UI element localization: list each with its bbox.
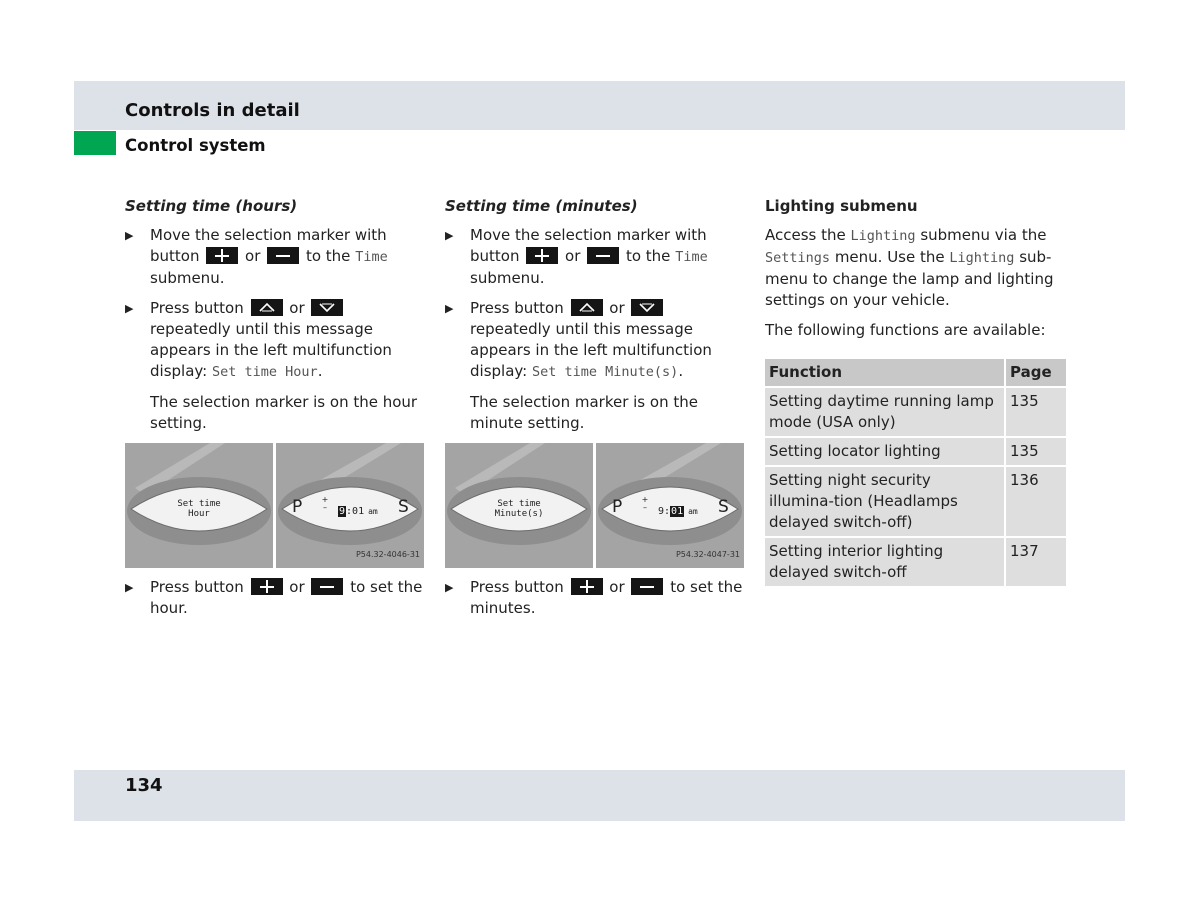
instruction-step: ▶ Press button or repeatedly until this message appears in the left multifunction display: Set time Hour. <box>125 299 392 380</box>
note-text: The selection marker is on the minute setting. <box>470 393 698 432</box>
column-setting-minutes <box>445 196 745 628</box>
column-lighting-submenu <box>765 196 1065 588</box>
column-setting-hours <box>125 196 425 628</box>
column-heading: Setting time (minutes) <box>445 197 638 215</box>
plus-minus-icon: + – <box>321 495 329 512</box>
page-cell: 135 <box>1004 388 1066 436</box>
plus-button-icon <box>251 578 283 595</box>
lcd-message: Set time Minute(s) <box>494 499 544 519</box>
menu-name: Time <box>675 249 708 265</box>
table-header-row <box>765 359 1066 386</box>
menu-name: Time <box>355 249 388 265</box>
display-photo-message <box>125 443 273 568</box>
instruction-step: ▶ Move the selection marker with button or to the Time submenu. <box>445 226 708 287</box>
display-message: Set time Hour <box>212 364 318 380</box>
page-cell: 137 <box>1004 538 1066 586</box>
minus-button-icon <box>587 247 619 264</box>
figure-code: P54.32-4047-31 <box>675 550 740 559</box>
subsection-title: Control system <box>125 136 266 155</box>
menu-name: Lighting <box>949 250 1015 266</box>
instruction-step: ▶ Move the selection marker with button or to the Time submenu. <box>125 226 388 287</box>
function-cell: Setting daytime running lamp mode (USA only) <box>765 388 1004 436</box>
figure-code: P54.32-4046-31 <box>355 550 420 559</box>
menu-name: Lighting <box>850 228 916 244</box>
instruction-step: ▶ Press button or to set the minutes. <box>445 578 743 617</box>
table-row <box>765 388 1066 436</box>
column-header-function: Function <box>765 359 1004 386</box>
instruction-step: ▶ Press button or repeatedly until this message appears in the left multifunction display: Set time Minute(s). <box>445 299 712 380</box>
footer-band <box>74 770 1125 821</box>
bullet-icon: ▶ <box>445 302 454 315</box>
display-photo-time <box>276 443 424 568</box>
table-row <box>765 538 1066 586</box>
up-arrow-button-icon <box>251 299 283 316</box>
column-heading: Setting time (hours) <box>125 197 298 215</box>
minus-button-icon <box>311 578 343 595</box>
bullet-icon: ▶ <box>125 229 134 242</box>
function-cell: Setting night security illumina-tion (Headlamps delayed switch-off) <box>765 467 1004 536</box>
display-photo-time <box>596 443 744 568</box>
display-photos <box>445 443 745 568</box>
intro-text: Access the Lighting submenu via the Settings menu. Use the Lighting sub-menu to change the lamp and lighting settings on your vehicle. <box>765 226 1054 309</box>
plus-button-icon <box>526 247 558 264</box>
down-arrow-button-icon <box>311 299 343 316</box>
lcd-message: Set time Hour <box>177 499 221 519</box>
table-row <box>765 438 1066 465</box>
bullet-icon: ▶ <box>125 302 134 315</box>
note-text: The selection marker is on the hour setting. <box>150 393 418 432</box>
display-photos <box>125 443 425 568</box>
menu-name: Settings <box>765 250 831 266</box>
lcd-time-row: P + – 9:01 am S <box>292 495 409 517</box>
down-arrow-button-icon <box>631 299 663 316</box>
bullet-icon: ▶ <box>445 581 454 594</box>
column-header-page: Page <box>1004 359 1066 386</box>
available-text: The following functions are available: <box>765 321 1046 339</box>
page-number: 134 <box>125 775 163 796</box>
minus-button-icon <box>267 247 299 264</box>
display-message: Set time Minute(s) <box>532 364 679 380</box>
lcd-time-row: P + – 9:01 am S <box>612 495 729 517</box>
column-heading: Lighting submenu <box>765 197 918 215</box>
functions-table <box>765 357 1066 588</box>
bullet-icon: ▶ <box>125 581 134 594</box>
up-arrow-button-icon <box>571 299 603 316</box>
minus-button-icon <box>631 578 663 595</box>
page-cell: 135 <box>1004 438 1066 465</box>
page-cell: 136 <box>1004 467 1066 536</box>
plus-button-icon <box>571 578 603 595</box>
table-row <box>765 467 1066 536</box>
section-color-tab <box>74 131 116 155</box>
plus-button-icon <box>206 247 238 264</box>
plus-minus-icon: + – <box>641 495 649 512</box>
instruction-step: ▶ Press button or to set the hour. <box>125 578 423 617</box>
display-photo-message <box>445 443 593 568</box>
function-cell: Setting interior lighting delayed switch-off <box>765 538 1004 586</box>
function-cell: Setting locator lighting <box>765 438 1004 465</box>
section-title: Controls in detail <box>125 100 300 121</box>
bullet-icon: ▶ <box>445 229 454 242</box>
